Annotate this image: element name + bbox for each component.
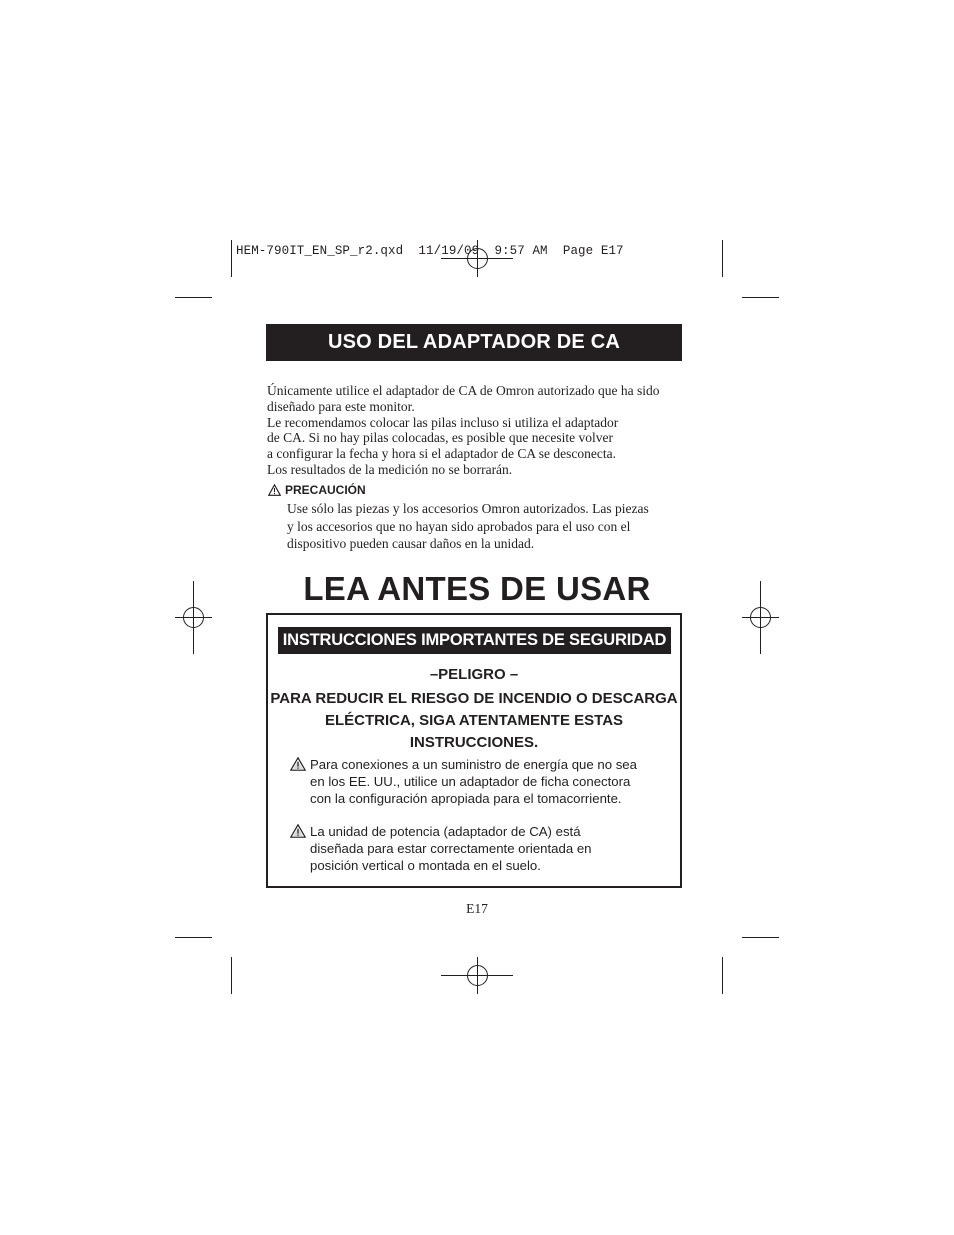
danger-line: PARA REDUCIR EL RIESGO DE INCENDIO O DESCARGA — [270, 690, 678, 707]
caution-line: y los accesorios que no hayan sido aprobados para el uso con el — [287, 518, 631, 534]
intro-paragraph — [267, 383, 697, 478]
file-slug: HEM-790IT_EN_SP_r2.qxd 11/19/09 9:57 AM Page E17 — [236, 244, 624, 258]
page-number: E17 — [466, 901, 488, 916]
intro-line: diseñado para este monitor. — [267, 398, 415, 414]
section-title: USO DEL ADAPTADOR DE CA — [266, 324, 682, 361]
intro-line: Los resultados de la medición no se borrarán. — [267, 461, 513, 477]
warning-line: Para conexiones a un suministro de energía que no sea — [310, 757, 637, 772]
caution-line: Use sólo las piezas y los accesorios Omron autorizados. Las piezas — [287, 501, 649, 516]
crop-mark — [231, 957, 232, 994]
intro-line: Le recomendamos colocar las pilas incluso si utiliza el adaptador — [267, 414, 619, 430]
crop-mark — [231, 240, 232, 277]
caution-paragraph — [287, 500, 649, 553]
warning-item — [290, 757, 680, 807]
danger-label: –PELIGRO – — [429, 666, 519, 683]
warning-triangle-icon — [290, 824, 306, 838]
danger-line: ELÉCTRICA, SIGA ATENTAMENTE ESTAS INSTRUCCIONES. — [324, 712, 624, 751]
safety-header: INSTRUCCIONES IMPORTANTES DE SEGURIDAD — [278, 627, 671, 654]
caution-heading — [268, 483, 366, 497]
caution-line: dispositivo pueden causar daños en la unidad. — [287, 536, 535, 551]
crop-mark — [722, 957, 723, 994]
warning-item — [290, 824, 680, 874]
main-title: LEA ANTES DE USAR — [303, 570, 651, 607]
intro-line: de CA. Si no hay pilas colocadas, es posible que necesite volver — [267, 430, 614, 446]
crop-mark — [742, 937, 779, 938]
warning-triangle-icon — [268, 484, 281, 496]
crop-mark — [175, 937, 212, 938]
caution-title: PRECAUCIÓN — [285, 483, 366, 497]
warning-line: La unidad de potencia (adaptador de CA) está — [310, 824, 581, 839]
intro-line: a configurar la fecha y hora si el adaptador de CA se desconecta. — [267, 446, 616, 462]
warning-line: posición vertical o montada en el suelo. — [310, 857, 541, 873]
crop-mark — [742, 297, 779, 298]
warning-line: en los EE. UU., utilice un adaptador de ficha conectora — [310, 773, 631, 789]
crop-mark — [722, 240, 723, 277]
warning-line: diseñada para estar correctamente orientada en — [310, 840, 592, 856]
warning-triangle-icon — [290, 757, 306, 771]
crop-mark — [175, 297, 212, 298]
warning-line: con la configuración apropiada para el tomacorriente. — [310, 790, 622, 806]
intro-line: Únicamente utilice el adaptador de CA de Omron autorizado que ha sido — [267, 383, 660, 398]
